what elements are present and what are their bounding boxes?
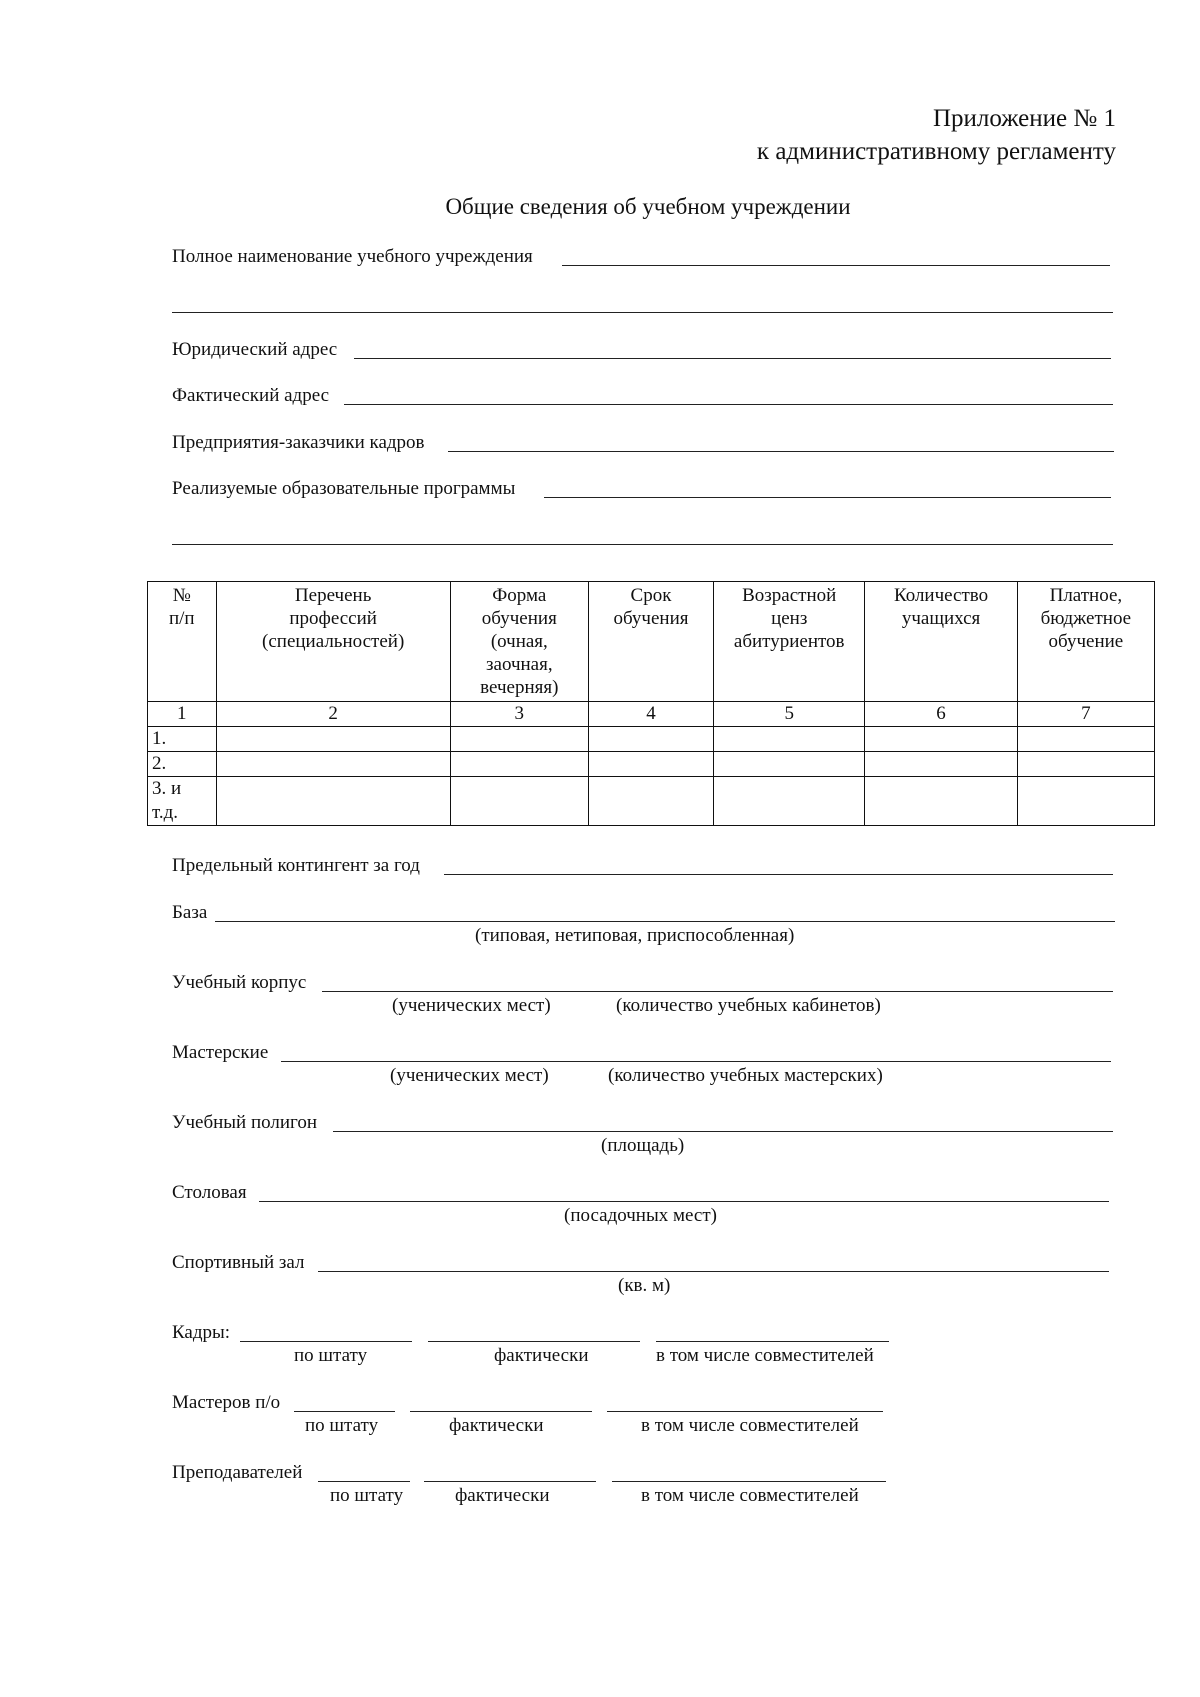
column-number: 5 xyxy=(714,702,865,727)
teachers-planned-hint: по штату xyxy=(330,1485,404,1506)
actual-address-line[interactable] xyxy=(344,404,1113,405)
row-number: 2. xyxy=(148,752,217,777)
appendix-number: Приложение № 1 xyxy=(932,105,1116,132)
building-hint-places: (ученических мест) xyxy=(392,995,551,1016)
table-cell[interactable] xyxy=(450,752,588,777)
staff-actual-hint: фактически xyxy=(494,1345,589,1366)
table-cell[interactable] xyxy=(588,727,713,752)
table-cell[interactable] xyxy=(588,777,713,826)
gym-hint: (кв. м) xyxy=(618,1275,671,1296)
teachers-parttime-hint: в том числе совместителей xyxy=(641,1485,859,1506)
gym-line[interactable] xyxy=(318,1271,1109,1272)
header-payment-type: Платное, бюджетное обучение xyxy=(1017,582,1154,702)
actual-address-label: Фактический адрес xyxy=(172,385,330,406)
canteen-line[interactable] xyxy=(259,1201,1109,1202)
masters-actual-line[interactable] xyxy=(410,1411,592,1412)
building-line[interactable] xyxy=(322,991,1113,992)
table-cell[interactable] xyxy=(1017,727,1154,752)
column-number: 6 xyxy=(865,702,1017,727)
header-age-limit: Возрастной ценз абитуриентов xyxy=(714,582,865,702)
building-label: Учебный корпус xyxy=(172,972,307,993)
workshops-hint-places: (ученических мест) xyxy=(390,1065,549,1086)
column-number: 7 xyxy=(1017,702,1154,727)
canteen-hint: (посадочных мест) xyxy=(564,1205,717,1226)
professions-table xyxy=(147,581,1155,826)
table-cell[interactable] xyxy=(714,727,865,752)
masters-parttime-line[interactable] xyxy=(607,1411,883,1412)
workshops-line[interactable] xyxy=(281,1061,1111,1062)
customers-line[interactable] xyxy=(448,451,1114,452)
table-cell[interactable] xyxy=(450,777,588,826)
full-name-label: Полное наименование учебного учреждения xyxy=(172,246,533,267)
masters-planned-line[interactable] xyxy=(294,1411,395,1412)
polygon-label: Учебный полигон xyxy=(172,1112,318,1133)
header-number: № п/п xyxy=(148,582,217,702)
workshops-label: Мастерские xyxy=(172,1042,269,1063)
staff-parttime-line[interactable] xyxy=(656,1341,889,1342)
base-label: База xyxy=(172,902,208,923)
table-cell[interactable] xyxy=(865,777,1017,826)
appendix-regulation: к административному регламенту xyxy=(756,138,1116,165)
header-study-form: Форма обучения (очная, заочная, вечерняя) xyxy=(450,582,588,702)
table-cell[interactable] xyxy=(588,752,713,777)
header-duration: Срок обучения xyxy=(588,582,713,702)
teachers-actual-line[interactable] xyxy=(424,1481,596,1482)
staff-actual-line[interactable] xyxy=(428,1341,640,1342)
table-cell[interactable] xyxy=(1017,777,1154,826)
table-cell[interactable] xyxy=(714,777,865,826)
full-name-line-1[interactable] xyxy=(562,265,1110,266)
table-row xyxy=(148,727,1155,752)
table-cell[interactable] xyxy=(216,727,450,752)
masters-label: Мастеров п/о xyxy=(172,1392,281,1413)
column-number: 4 xyxy=(588,702,713,727)
table-cell[interactable] xyxy=(450,727,588,752)
gym-label: Спортивный зал xyxy=(172,1252,305,1273)
base-hint: (типовая, нетиповая, приспособленная) xyxy=(475,925,795,946)
masters-parttime-hint: в том числе совместителей xyxy=(641,1415,859,1436)
building-hint-rooms: (количество учебных кабинетов) xyxy=(616,995,881,1016)
staff-planned-line[interactable] xyxy=(240,1341,412,1342)
staff-label: Кадры: xyxy=(172,1322,231,1343)
customers-label: Предприятия-заказчики кадров xyxy=(172,432,425,453)
legal-address-line[interactable] xyxy=(354,358,1111,359)
header-professions: Перечень профессий (специальностей) xyxy=(216,582,450,702)
row-number: 1. xyxy=(148,727,217,752)
teachers-label: Преподавателей xyxy=(172,1462,303,1483)
programs-label: Реализуемые образовательные программы xyxy=(172,478,516,499)
header-students-count: Количество учащихся xyxy=(865,582,1017,702)
teachers-actual-hint: фактически xyxy=(455,1485,550,1506)
full-name-line-2[interactable] xyxy=(172,312,1113,313)
polygon-line[interactable] xyxy=(333,1131,1113,1132)
masters-actual-hint: фактически xyxy=(449,1415,544,1436)
table-cell[interactable] xyxy=(865,752,1017,777)
staff-planned-hint: по штату xyxy=(294,1345,368,1366)
masters-planned-hint: по штату xyxy=(305,1415,379,1436)
table-cell[interactable] xyxy=(1017,752,1154,777)
form-title: Общие сведения об учебном учреждении xyxy=(445,194,851,219)
table-row xyxy=(148,777,1155,826)
staff-parttime-hint: в том числе совместителей xyxy=(656,1345,874,1366)
limit-line[interactable] xyxy=(444,874,1113,875)
table-row xyxy=(148,752,1155,777)
teachers-parttime-line[interactable] xyxy=(612,1481,886,1482)
polygon-hint: (площадь) xyxy=(601,1135,685,1156)
legal-address-label: Юридический адрес xyxy=(172,339,338,360)
workshops-hint-count: (количество учебных мастерских) xyxy=(608,1065,883,1086)
row-number: 3. и т.д. xyxy=(148,777,217,826)
base-line[interactable] xyxy=(215,921,1115,922)
column-number: 2 xyxy=(216,702,450,727)
teachers-planned-line[interactable] xyxy=(318,1481,410,1482)
programs-line-2[interactable] xyxy=(172,544,1113,545)
programs-line-1[interactable] xyxy=(544,497,1111,498)
table-cell[interactable] xyxy=(216,752,450,777)
canteen-label: Столовая xyxy=(172,1182,247,1203)
limit-label: Предельный контингент за год xyxy=(172,855,420,876)
column-numbers-row xyxy=(148,702,1155,727)
table-cell[interactable] xyxy=(714,752,865,777)
column-number: 1 xyxy=(148,702,217,727)
column-number: 3 xyxy=(450,702,588,727)
table-cell[interactable] xyxy=(865,727,1017,752)
table-cell[interactable] xyxy=(216,777,450,826)
